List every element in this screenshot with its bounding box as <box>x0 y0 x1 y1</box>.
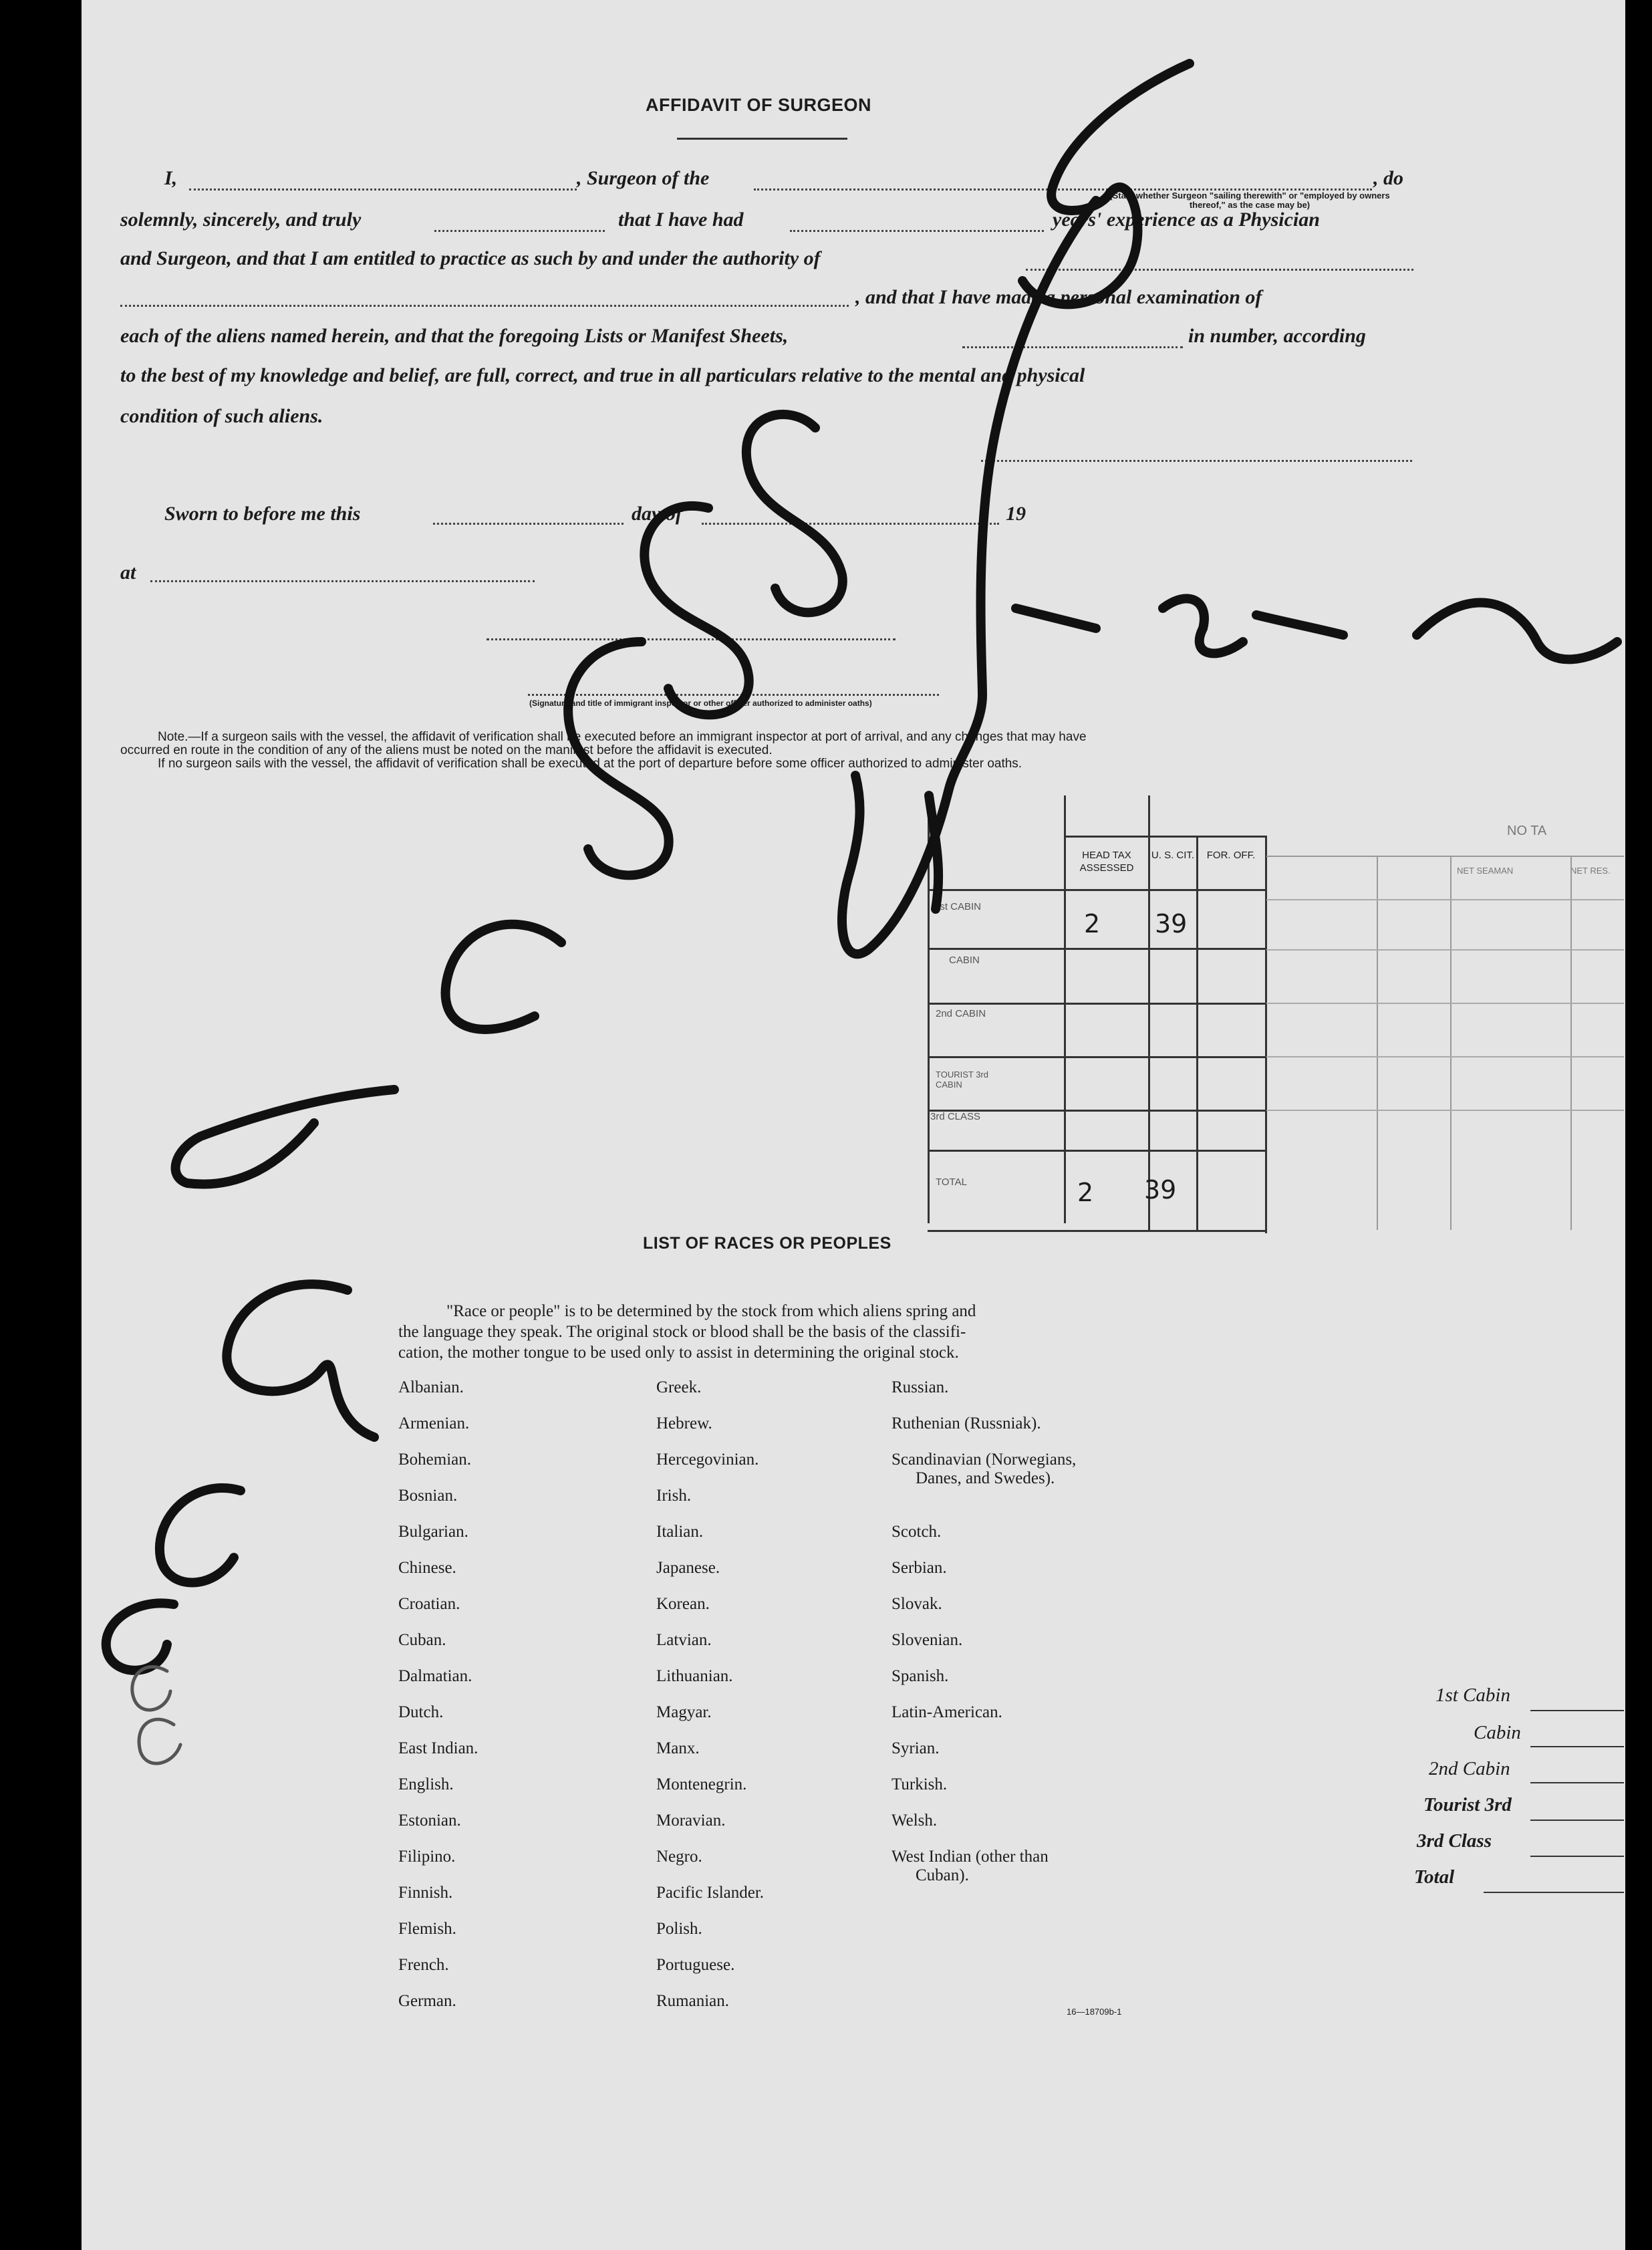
affidavit-line1-c: , do <box>1373 167 1403 189</box>
at-label: at <box>120 561 136 584</box>
us-cit-header: U. S. CIT. <box>1151 850 1195 861</box>
row-3rd-class: 3rd CLASS <box>930 1111 981 1122</box>
affidavit-line1-a: I, <box>164 167 178 189</box>
race-item: Turkish. <box>891 1775 948 1793</box>
note-line2: occurred en route in the condition of any of the aliens must be noted on the manifest before the affidavit is executed. <box>120 743 773 757</box>
race-item: Negro. <box>656 1848 702 1866</box>
affidavit-line5-a: each of the aliens named herein, and that the foregoing Lists or Manifest Sheets, <box>120 325 789 347</box>
faint-header: NO TA <box>1507 824 1547 838</box>
race-item: Russian. <box>891 1378 949 1396</box>
race-item: Hercegovinian. <box>656 1451 759 1469</box>
race-item: Lithuanian. <box>656 1667 733 1685</box>
races-intro-3: cation, the mother tongue to be used only to assist in determining the original stock. <box>398 1344 959 1362</box>
race-item: Rumanian. <box>656 1992 730 2010</box>
races-intro-1: "Race or people" is to be determined by the stock from which aliens spring and <box>446 1302 976 1320</box>
faint-col-2: NET RES. <box>1570 866 1611 876</box>
totals-total: Total <box>1414 1866 1455 1888</box>
race-item: Finnish. <box>398 1884 453 1902</box>
race-item: Bosnian. <box>398 1487 458 1505</box>
race-item: Irish. <box>656 1487 692 1505</box>
first-cabin-tax-value: 2 <box>1084 909 1101 939</box>
race-item: Danes, and Swedes). <box>916 1469 1055 1487</box>
race-item: Korean. <box>656 1595 710 1613</box>
affidavit-line5-b: in number, according <box>1188 325 1366 347</box>
race-item: Dutch. <box>398 1703 444 1721</box>
race-item: Scandinavian (Norwegians, <box>891 1451 1077 1469</box>
affidavit-line4: , and that I have made a personal examination of <box>855 286 1262 308</box>
totals-cabin: Cabin <box>1474 1722 1521 1743</box>
row-2nd-cabin: 2nd CABIN <box>936 1008 986 1019</box>
affidavit-line2-b: that I have had <box>618 209 744 231</box>
race-item: English. <box>398 1775 454 1793</box>
row-1st-cabin: 1st CABIN <box>934 901 982 912</box>
total-tax-value: 2 <box>1077 1178 1094 1207</box>
sworn-a: Sworn to before me this <box>164 503 361 525</box>
race-item: Spanish. <box>891 1667 949 1685</box>
race-item: Slovak. <box>891 1595 942 1613</box>
race-item: Italian. <box>656 1523 704 1541</box>
race-item: French. <box>398 1956 449 1974</box>
race-item: Polish. <box>656 1920 702 1938</box>
surgeon-note: (State whether Surgeon "sailing therewith" or "employed by owners thereof," as the case may be) <box>1109 191 1390 210</box>
race-item: Flemish. <box>398 1920 456 1938</box>
race-item: Japanese. <box>656 1559 720 1577</box>
race-item: Portuguese. <box>656 1956 735 1974</box>
race-item: East Indian. <box>398 1739 478 1757</box>
race-item: Bulgarian. <box>398 1523 468 1541</box>
race-item: Latin-American. <box>891 1703 1002 1721</box>
row-total: TOTAL <box>936 1176 967 1188</box>
totals-1st-cabin: 1st Cabin <box>1435 1684 1510 1706</box>
affidavit-line2-a: solemnly, sincerely, and truly <box>120 209 362 231</box>
faint-col-1: NET SEAMAN <box>1457 866 1514 876</box>
for-off-header: FOR. OFF. <box>1206 850 1256 861</box>
race-item: Greek. <box>656 1378 702 1396</box>
race-item: Montenegrin. <box>656 1775 747 1793</box>
affidavit-line3: and Surgeon, and that I am entitled to practice as such by and under the authority of <box>120 247 821 269</box>
race-item: West Indian (other than <box>891 1848 1049 1866</box>
affidavit-line6: to the best of my knowledge and belief, are full, correct, and true in all particulars relative to the mental and physical <box>120 364 1085 386</box>
race-item: Albanian. <box>398 1378 464 1396</box>
race-item: Slovenian. <box>891 1631 963 1649</box>
race-item: Scotch. <box>891 1523 942 1541</box>
form-number: 16—18709b-1 <box>1067 2007 1122 2017</box>
affidavit-line1-b: , Surgeon of the <box>577 167 710 189</box>
race-item: Cuban). <box>916 1866 969 1884</box>
row-tourist: TOURIST 3rd CABIN <box>936 1070 988 1090</box>
race-item: Croatian. <box>398 1595 460 1613</box>
head-tax-header: HEAD TAX ASSESSED <box>1079 850 1134 874</box>
inspector-signature-caption: (Signature and title of immigrant inspector or other officer authorized to administer oaths) <box>529 699 872 708</box>
sworn-c: 19 <box>1006 503 1026 525</box>
race-item: Latvian. <box>656 1631 712 1649</box>
race-item: Cuban. <box>398 1631 446 1649</box>
race-item: Syrian. <box>891 1739 940 1757</box>
race-item: Dalmatian. <box>398 1667 472 1685</box>
race-item: Magyar. <box>656 1703 712 1721</box>
race-item: Welsh. <box>891 1811 938 1830</box>
race-item: Armenian. <box>398 1414 470 1432</box>
race-item: Serbian. <box>891 1559 947 1577</box>
note-line1: Note.—If a surgeon sails with the vessel, the affidavit of verification shall be executed before an immigrant inspector at port of arrival, and any changes that may have <box>158 730 1087 744</box>
first-cabin-us-value: 39 <box>1155 909 1188 939</box>
race-item: Moravian. <box>656 1811 726 1830</box>
affidavit-line7: condition of such aliens. <box>120 405 323 427</box>
race-item: German. <box>398 1992 456 2010</box>
totals-tourist: Tourist 3rd <box>1423 1794 1512 1816</box>
affidavit-title: AFFIDAVIT OF SURGEON <box>646 95 871 115</box>
total-us-value: 39 <box>1144 1175 1177 1205</box>
races-intro-2: the language they speak. The original stock or blood shall be the basis of the classifi- <box>398 1323 966 1341</box>
row-cabin: CABIN <box>949 955 980 966</box>
race-item: Pacific Islander. <box>656 1884 765 1902</box>
race-item: Filipino. <box>398 1848 456 1866</box>
race-item: Manx. <box>656 1739 700 1757</box>
totals-2nd-cabin: 2nd Cabin <box>1429 1758 1510 1779</box>
race-item: Hebrew. <box>656 1414 712 1432</box>
totals-3rd-class: 3rd Class <box>1417 1830 1492 1852</box>
sworn-b: day of <box>632 503 682 525</box>
race-item: Ruthenian (Russniak). <box>891 1414 1041 1432</box>
affidavit-line2-c: years' experience as a Physician <box>1053 209 1320 231</box>
race-item: Estonian. <box>398 1811 461 1830</box>
races-title: LIST OF RACES OR PEOPLES <box>643 1234 891 1253</box>
note-line3: If no surgeon sails with the vessel, the affidavit of verification shall be executed at the port of departure before some officer authorized to administer oaths. <box>158 757 1022 771</box>
race-item: Bohemian. <box>398 1451 472 1469</box>
race-item: Chinese. <box>398 1559 456 1577</box>
